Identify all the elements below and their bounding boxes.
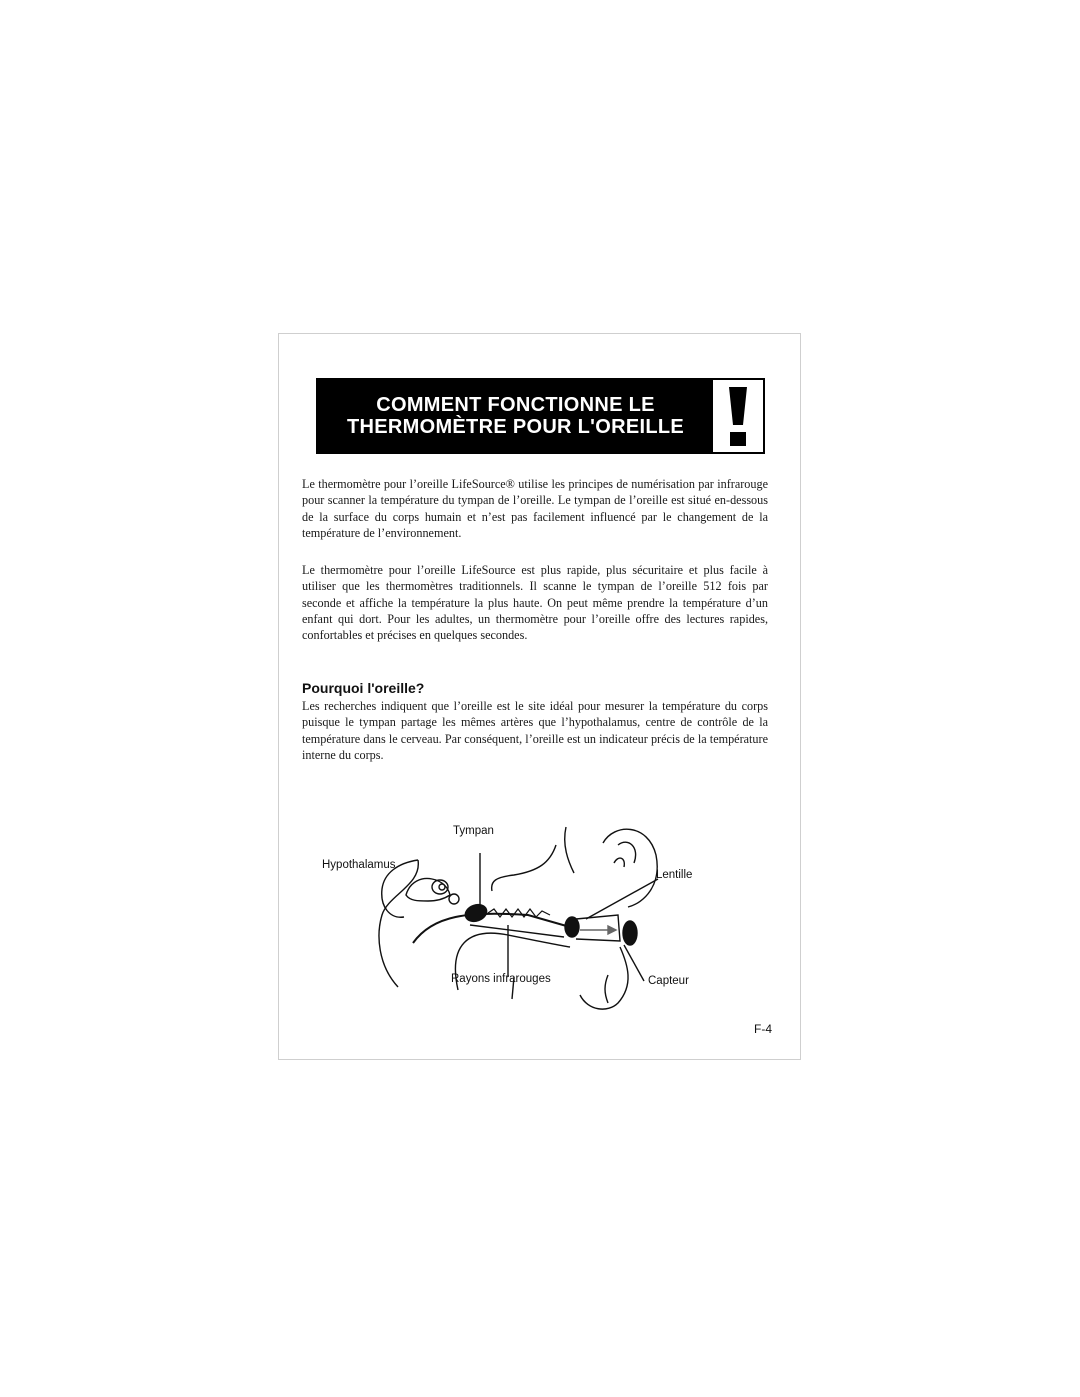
section-heading: Pourquoi l'oreille? (302, 680, 425, 696)
label-tympan: Tympan (453, 825, 494, 837)
section-banner (316, 378, 765, 454)
banner-title-line-2: THERMOMÈTRE POUR L'OREILLE (347, 416, 684, 438)
banner-title-line-1: COMMENT FONCTIONNE LE (376, 394, 655, 416)
intro-paragraph-2: Le thermomètre pour l’oreille LifeSource est plus rapide, plus sécuritaire et plus facile à utiliser que les thermomètres traditionnels. Il scanne le tympan de l’oreille 512 fois par seconde et affiche la température la plus haute. On peut même prendre la température d’un enfant qui dort. Pour les adultes, un thermomètre pour l’oreille offre des lectures rapides, confortables et précises en quelques secondes. (302, 563, 768, 643)
banner-title-box (318, 380, 713, 452)
exclamation-icon (713, 380, 763, 452)
page-number: F-4 (754, 1022, 772, 1036)
label-capteur: Capteur (648, 975, 689, 987)
ear-diagram (318, 815, 708, 1015)
label-hypothalamus: Hypothalamus (322, 859, 396, 871)
label-lentille: Lentille (656, 869, 693, 881)
section-paragraph: Les recherches indiquent que l’oreille est le site idéal pour mesurer la température du corps puisque le tympan partage les mêmes artères que l’hypothalamus, centre de contrôle de la température dans le cerveau. Par conséquent, l’oreille est un indicateur précis de la température interne du corps. (302, 699, 768, 762)
label-rayons-infrarouges: Rayons infrarouges (451, 973, 551, 985)
intro-paragraph-1: Le thermomètre pour l’oreille LifeSource® utilise les principes de numérisation par infrarouge pour scanner la température du tympan de l’oreille. Le tympan de l’oreille est situé en-dessous de la surface du corps humain et n’est pas facilement influencé par le changement de la température de l’environnement. (302, 477, 768, 540)
exclamation-icon-graphic (723, 383, 753, 449)
